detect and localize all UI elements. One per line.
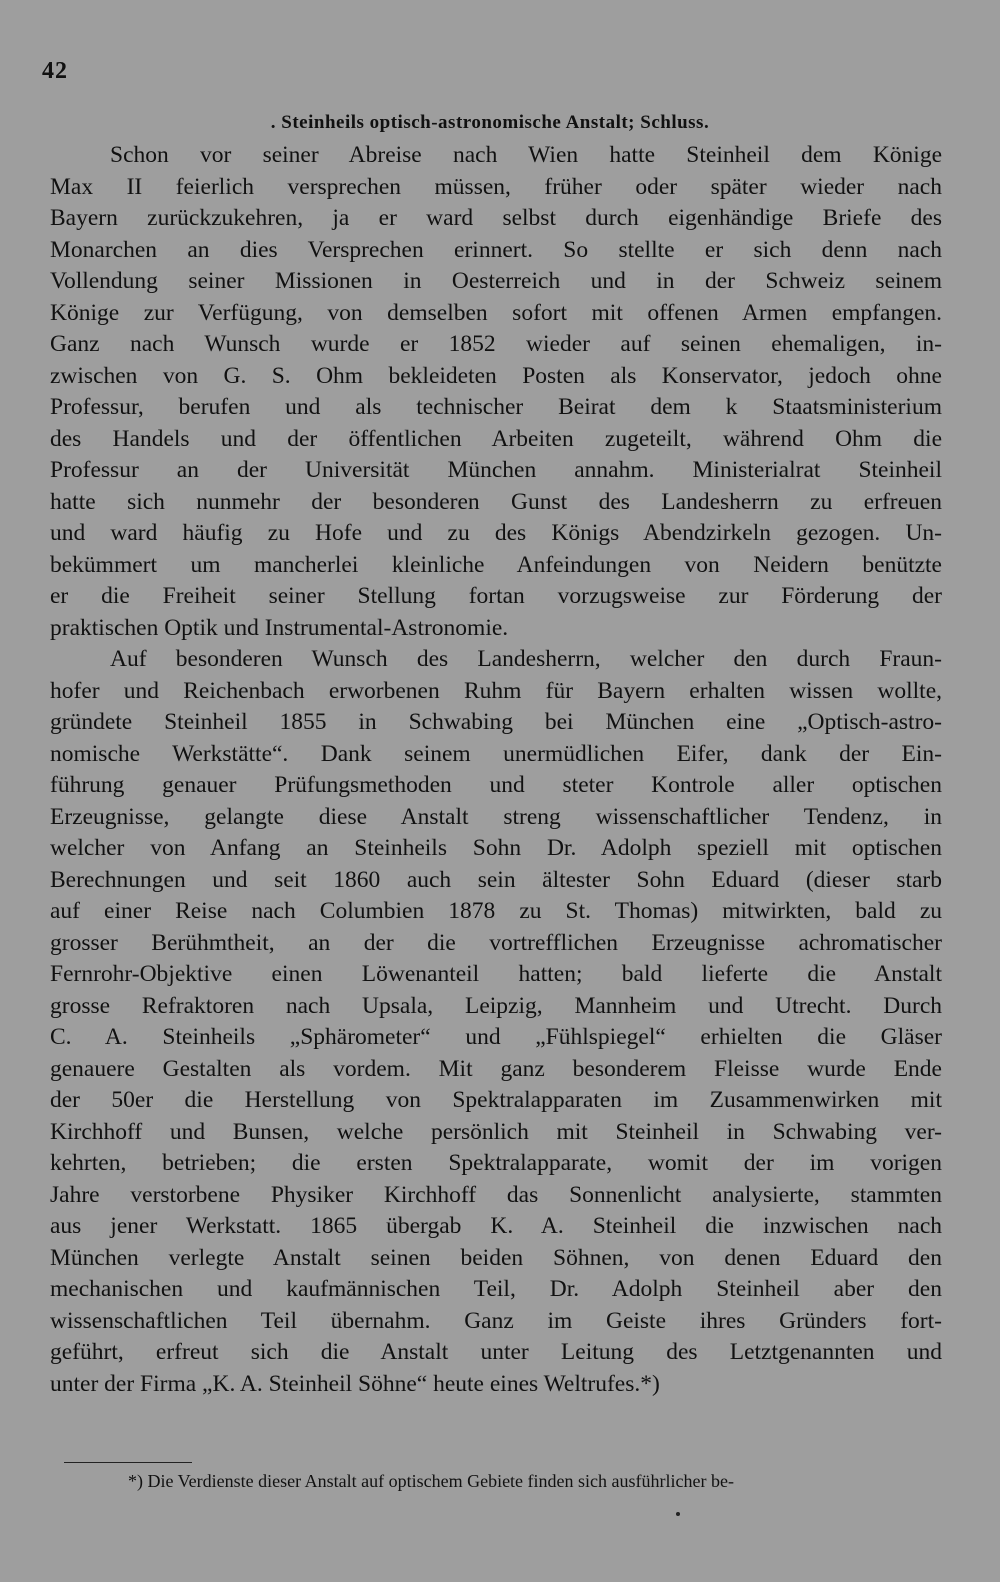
- running-head: . Steinheils optisch-astronomische Anstalt; Schluss.: [270, 112, 710, 133]
- page-number: 42: [42, 58, 68, 84]
- text-line: Kirchhoff und Bunsen, welche persönlich mit Steinheil in Schwabing ver-: [50, 1118, 942, 1145]
- text-line: kehrten, betrieben; die ersten Spektralapparate, womit der im vorigen: [50, 1150, 942, 1176]
- text-line: Berechnungen und seit 1860 auch sein ältester Sohn Eduard (dieser starb: [50, 866, 942, 893]
- text-line: C. A. Steinheils „Sphärometer“ und „Fühlspiegel“ erhielten die Gläser: [50, 1024, 942, 1050]
- text-line: Erzeugnisse, gelangte diese Anstalt streng wissenschaftlicher Tendenz, in: [50, 803, 942, 830]
- text-line: Max II feierlich versprechen müssen, früher oder später wieder nach: [50, 173, 942, 200]
- text-line: er die Freiheit seiner Stellung fortan vorzugsweise zur Förderung der: [50, 583, 942, 609]
- text-line: Vollendung seiner Missionen in Oesterreich und in der Schweiz seinem: [50, 268, 942, 294]
- text-line: Auf besonderen Wunsch des Landesherrn, welcher den durch Fraun-: [110, 646, 942, 672]
- text-line: und ward häufig zu Hofe und zu des Königs Abendzirkeln gezogen. Un-: [50, 520, 942, 546]
- text-line: hofer und Reichenbach erworbenen Ruhm für Bayern erhalten wissen wollte,: [50, 677, 942, 704]
- text-line: auf einer Reise nach Columbien 1878 zu St. Thomas) mitwirkten, bald zu: [50, 898, 942, 924]
- text-line: des Handels und der öffentlichen Arbeiten zugeteilt, während Ohm die: [50, 425, 942, 452]
- text-line: Könige zur Verfügung, von demselben sofort mit offenen Armen empfangen.: [50, 299, 942, 326]
- text-line: Schon vor seiner Abreise nach Wien hatte Steinheil dem Könige: [110, 142, 942, 168]
- text-line: zwischen von G. S. Ohm bekleideten Posten als Konservator, jedoch ohne: [50, 362, 942, 389]
- text-line: mechanischen und kaufmännischen Teil, Dr. Adolph Steinheil aber den: [50, 1276, 942, 1302]
- text-line: wissenschaftlichen Teil übernahm. Ganz im Geiste ihres Gründers fort-: [50, 1307, 942, 1334]
- text-line: Professur an der Universität München annahm. Ministerialrat Steinheil: [50, 457, 942, 483]
- text-line: Jahre verstorbene Physiker Kirchhoff das Sonnenlicht analysierte, stammten: [50, 1181, 942, 1208]
- text-line: der 50er die Herstellung von Spektralapparaten im Zusammenwirken mit: [50, 1087, 942, 1113]
- text-line: genauere Gestalten als vordem. Mit ganz besonderem Fleisse wurde Ende: [50, 1055, 942, 1082]
- footnote: *) Die Verdienste dieser Anstalt auf optischem Gebiete finden sich ausführlicher be-: [128, 1471, 734, 1491]
- text-line: Monarchen an dies Versprechen erinnert. So stellte er sich denn nach: [50, 236, 942, 263]
- text-line: Ganz nach Wunsch wurde er 1852 wieder auf seinen ehemaligen, in-: [50, 331, 942, 357]
- scan-speck: [676, 1512, 680, 1516]
- text-line: grosse Refraktoren nach Upsala, Leipzig, Mannheim und Utrecht. Durch: [50, 992, 942, 1019]
- text-line: Bayern zurückzukehren, ja er ward selbst durch eigenhändige Briefe des: [50, 205, 942, 231]
- body-text: [50, 140, 942, 1400]
- text-line: welcher von Anfang an Steinheils Sohn Dr. Adolph speziell mit optischen: [50, 835, 942, 861]
- text-line: führung genauer Prüfungsmethoden und steter Kontrole aller optischen: [50, 772, 942, 798]
- text-line: Professur, berufen und als technischer Beirat dem k Staatsministerium: [50, 394, 942, 420]
- text-line: geführt, erfreut sich die Anstalt unter Leitung des Letztgenannten und: [50, 1339, 942, 1365]
- text-line: aus jener Werkstatt. 1865 übergab K. A. Steinheil die inzwischen nach: [50, 1213, 942, 1239]
- text-line: praktischen Optik und Instrumental-Astronomie.: [50, 614, 509, 641]
- text-line: München verlegte Anstalt seinen beiden Söhnen, von denen Eduard den: [50, 1244, 942, 1271]
- text-line: bekümmert um mancherlei kleinliche Anfeindungen von Neidern benützte: [50, 551, 942, 578]
- text-line: Fernrohr-Objektive einen Löwenanteil hatten; bald lieferte die Anstalt: [50, 961, 942, 987]
- text-line: hatte sich nunmehr der besonderen Gunst des Landesherrn zu erfreuen: [50, 488, 942, 515]
- text-line: grosser Berühmtheit, an der die vortrefflichen Erzeugnisse achromatischer: [50, 929, 942, 956]
- footnote-separator-rule: [64, 1462, 192, 1463]
- text-line: nomische Werkstätte“. Dank seinem unermüdlichen Eifer, dank der Ein-: [50, 740, 942, 767]
- text-line: gründete Steinheil 1855 in Schwabing bei München eine „Optisch-astro-: [50, 709, 942, 735]
- text-line: unter der Firma „K. A. Steinheil Söhne“ heute eines Weltrufes.*): [50, 1370, 660, 1397]
